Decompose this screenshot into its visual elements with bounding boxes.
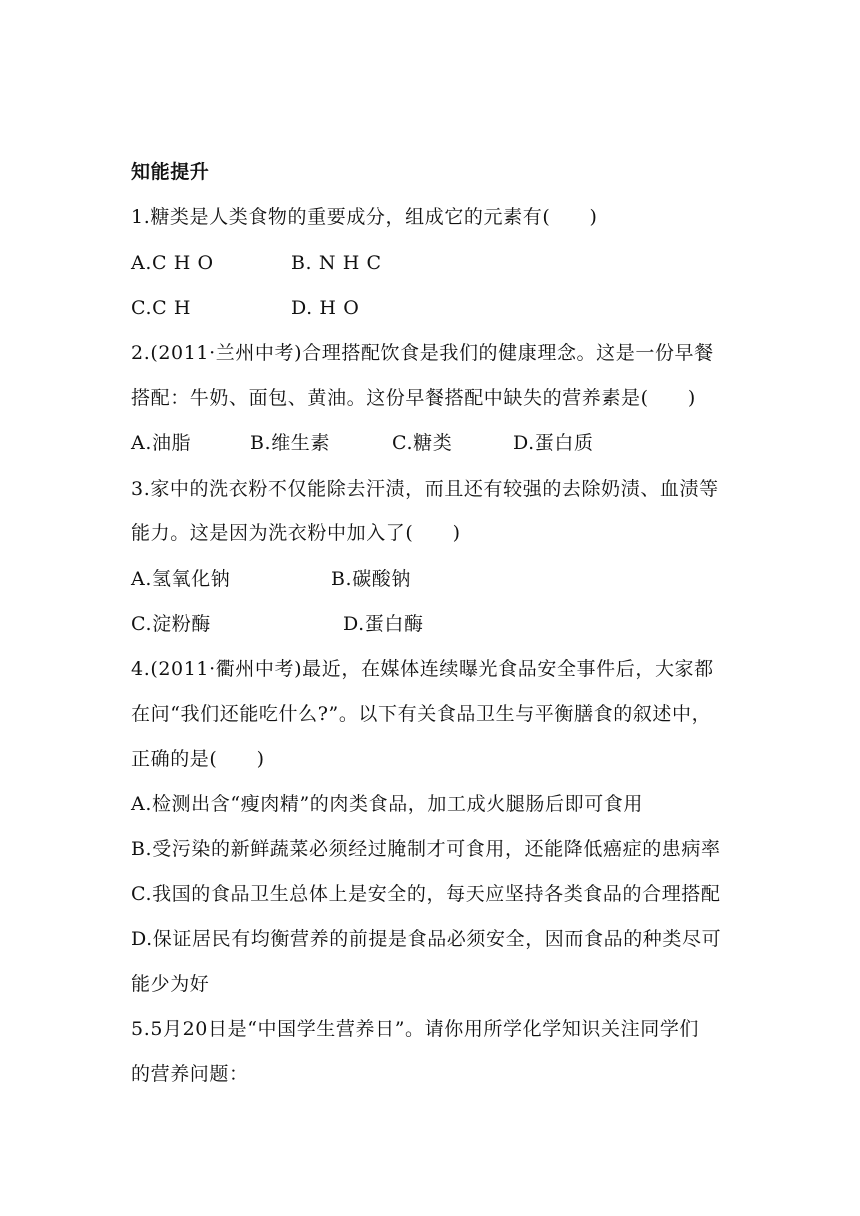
q4-option-d-line2: 能少为好	[131, 973, 210, 995]
q1-option-d: D. H O	[291, 297, 360, 319]
q3-option-d: D.蛋白酶	[343, 613, 424, 635]
q3-stem-line2: 能力。这是因为洗衣粉中加入了( )	[131, 522, 461, 544]
q2-stem-line1: 2.(2011·兰州中考)合理搭配饮食是我们的健康理念。这是一份早餐	[131, 342, 714, 364]
q3-option-b: B.碳酸钠	[331, 568, 412, 590]
q1-option-c: C.C H	[131, 297, 192, 319]
q4-option-b: B.受污染的新鲜蔬菜必须经过腌制才可食用，还能降低癌症的患病率	[131, 838, 721, 860]
q3-option-a: A.氢氧化钠	[131, 568, 231, 590]
q1-option-a: A.C H O	[131, 252, 214, 274]
q2-option-b: B.维生素	[250, 432, 331, 454]
q2-option-d: D.蛋白质	[513, 432, 594, 454]
q4-stem-line1: 4.(2011·衢州中考)最近，在媒体连续曝光食品安全事件后，大家都	[131, 658, 714, 680]
q4-stem-line2: 在问“我们还能吃什么?”。以下有关食品卫生与平衡膳食的叙述中，	[131, 703, 712, 725]
q2-option-c: C.糖类	[392, 432, 453, 454]
section-title: 知能提升	[131, 161, 210, 183]
q2-stem-line2: 搭配：牛奶、面包、黄油。这份早餐搭配中缺失的营养素是( )	[131, 387, 696, 409]
q2-option-a: A.油脂	[131, 432, 192, 454]
q4-stem-line3: 正确的是( )	[131, 748, 265, 770]
q5-stem-line2: 的营养问题：	[131, 1063, 249, 1085]
q4-option-c: C.我国的食品卫生总体上是安全的，每天应坚持各类食品的合理搭配	[131, 883, 721, 905]
q5-stem-line1: 5.5月20日是“中国学生营养日”。请你用所学化学知识关注同学们	[131, 1018, 700, 1040]
q1-stem: 1.糖类是人类食物的重要成分，组成它的元素有( )	[131, 206, 598, 228]
q4-option-d-line1: D.保证居民有均衡营养的前提是食品必须安全，因而食品的种类尽可	[131, 928, 722, 950]
q3-stem-line1: 3.家中的洗衣粉不仅能除去汗渍，而且还有较强的去除奶渍、血渍等	[131, 478, 719, 500]
q3-option-c: C.淀粉酶	[131, 613, 211, 635]
q1-option-b: B. N H C	[291, 252, 382, 274]
q4-option-a: A.检测出含“瘦肉精”的肉类食品，加工成火腿肠后即可食用	[131, 793, 643, 815]
